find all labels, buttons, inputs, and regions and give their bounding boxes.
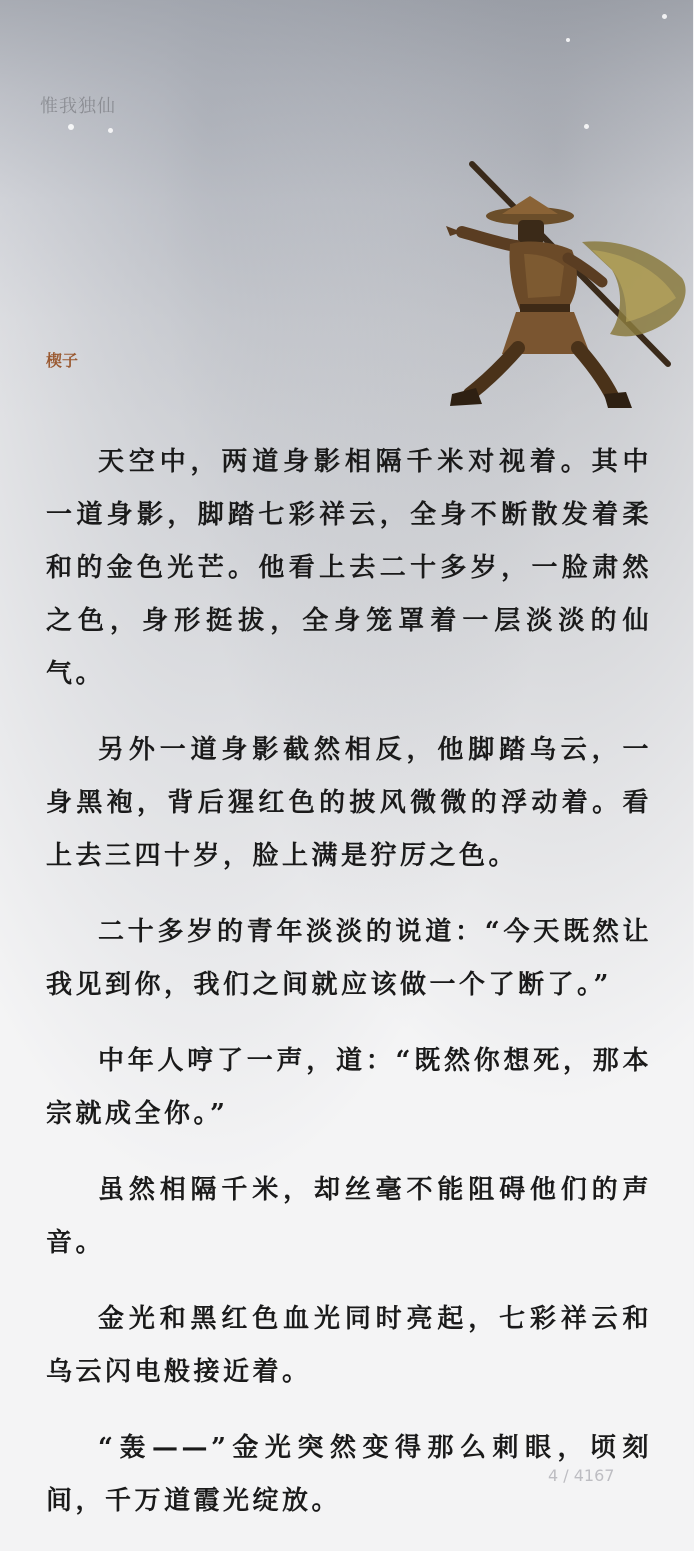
chapter-title: 楔子 bbox=[46, 351, 79, 370]
paragraph: 另外一道身影截然相反，他脚踏乌云，一身黑袍，背后猩红色的披风微微的浮动着。看上去三四十岁，脸上满是狞厉之色。 bbox=[46, 735, 652, 871]
snowflake bbox=[68, 124, 74, 130]
snowflake bbox=[566, 38, 570, 42]
snowflake bbox=[584, 124, 589, 129]
paragraph: 中年人哼了一声，道：“既然你想死，那本宗就成全你。” bbox=[46, 1046, 652, 1129]
warrior-illustration bbox=[432, 158, 694, 414]
book-title: 惟我独仙 bbox=[40, 96, 116, 117]
snowflake bbox=[108, 128, 113, 133]
paragraph: 虽然相隔千米，却丝毫不能阻碍他们的声音。 bbox=[46, 1175, 652, 1258]
chapter-content bbox=[46, 436, 652, 1551]
snowflake bbox=[662, 14, 667, 19]
paragraph: 天空中，两道身影相隔千米对视着。其中一道身影，脚踏七彩祥云，全身不断散发着柔和的金色光芒。他看上去二十多岁，一脸肃然之色，身形挺拔，全身笼罩着一层淡淡的仙气。 bbox=[46, 447, 652, 689]
paragraph: “轰——”金光突然变得那么刺眼，顷刻间，千万道霞光绽放。 bbox=[46, 1433, 652, 1516]
page-indicator: 4 / 4167 bbox=[548, 1466, 615, 1485]
paragraph: 二十多岁的青年淡淡的说道：“今天既然让我见到你，我们之间就应该做一个了断了。” bbox=[46, 917, 652, 1000]
paragraph: 金光和黑红色血光同时亮起，七彩祥云和乌云闪电般接近着。 bbox=[46, 1304, 652, 1387]
